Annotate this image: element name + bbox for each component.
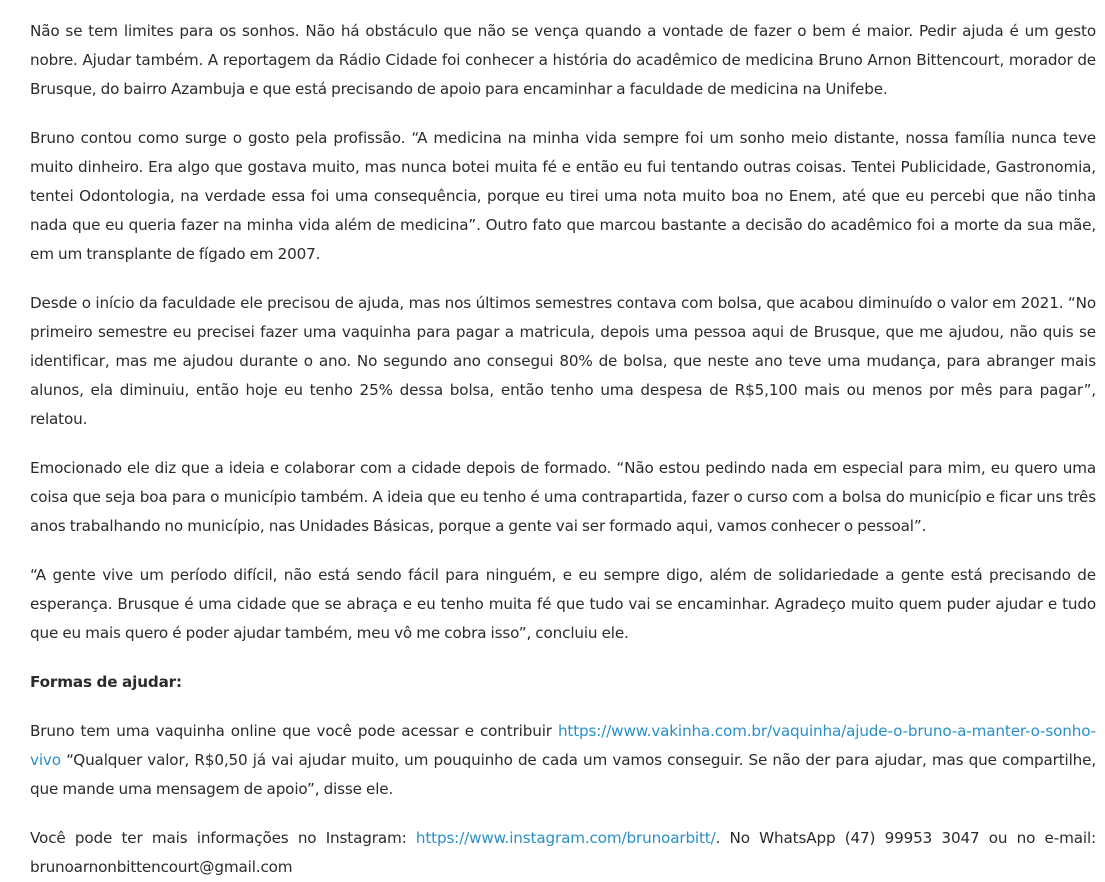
contact-text-before: Você pode ter mais informações no Instagram:	[30, 829, 416, 847]
instagram-link[interactable]: https://www.instagram.com/brunoarbitt/	[415, 829, 716, 847]
paragraph-collaboration: Emocionado ele diz que a ideia e colaborar com a cidade depois de formado. “Não estou pedindo nada em especial para mim, eu quero uma coisa que seja boa para o município também. A ideia que eu tenho é uma contrapartida, fazer o curso com a bolsa do município e ficar uns três anos trabalhando no município, nas Unidades Básicas, porque a gente vai ser formado aqui, vamos conhecer o pessoal”.	[30, 459, 1096, 535]
paragraph-contact	[30, 824, 1096, 882]
section-heading-ways-to-help: Formas de ajudar:	[30, 673, 182, 691]
paragraph-scholarship: Desde o início da faculdade ele precisou de ajuda, mas nos últimos semestres contava com bolsa, que acabou diminuído o valor em 2021. “No primeiro semestre eu precisei fazer uma vaquinha para pagar a matricula, depois uma pessoa aqui de Brusque, que me ajudou, não quis se identificar, mas me ajudou durante o ano. No segundo ano consegui 80% de bolsa, que neste ano teve uma mudança, para abranger mais alunos, ela diminuiu, então hoje eu tenho 25% dessa bolsa, então tenho uma despesa de R$5,100 mais ou menos por mês para pagar”, relatou.	[30, 294, 1096, 428]
contact-text-after: . No WhatsApp (47) 99953 3047 ou no e-mail: brunoarnonbittencourt@gmail.com	[30, 829, 1096, 876]
paragraph-profession: Bruno contou como surge o gosto pela profissão. “A medicina na minha vida sempre foi um sonho meio distante, nossa família nunca teve muito dinheiro. Era algo que gostava muito, mas nunca botei muita fé e então eu fui tentando outras coisas. Tentei Publicidade, Gastronomia, tentei Odontologia, na verdade essa foi uma consequência, porque eu tirei uma nota muito boa no Enem, até que eu percebi que não tinha nada que eu queria fazer na minha vida além de medicina”. Outro fato que marcou bastante a decisão do acadêmico foi a morte da sua mãe, em um transplante de fígado em 2007.	[30, 129, 1096, 263]
help-text-after: “Qualquer valor, R$0,50 já vai ajudar muito, um pouquinho de cada um vamos conseguir. Se não der para ajudar, mas que compartilhe, que mande uma mensagem de apoio”, disse ele.	[30, 751, 1096, 798]
vakinha-link[interactable]: https://www.vakinha.com.br/vaquinha/ajude-o-bruno-a-manter-o-sonho-vivo	[30, 722, 1096, 769]
paragraph-intro: Não se tem limites para os sonhos. Não há obstáculo que não se vença quando a vontade de fazer o bem é maior. Pedir ajuda é um gesto nobre. Ajudar também. A reportagem da Rádio Cidade foi conhecer a história do acadêmico de medicina Bruno Arnon Bittencourt, morador de Brusque, do bairro Azambuja e que está precisando de apoio para encaminhar a faculdade de medicina na Unifebe.	[30, 22, 1096, 98]
paragraph-hope: “A gente vive um período difícil, não está sendo fácil para ninguém, e eu sempre digo, além de solidariedade a gente está precisando de esperança. Brusque é uma cidade que se abraça e eu tenho muita fé que tudo vai se encaminhar. Agradeço muito quem puder ajudar e tudo que eu mais quero é poder ajudar também, meu vô me cobra isso”, concluiu ele.	[30, 566, 1096, 642]
help-text-before: Bruno tem uma vaquinha online que você pode acessar e contribuir	[30, 722, 558, 740]
paragraph-help	[30, 717, 1096, 804]
